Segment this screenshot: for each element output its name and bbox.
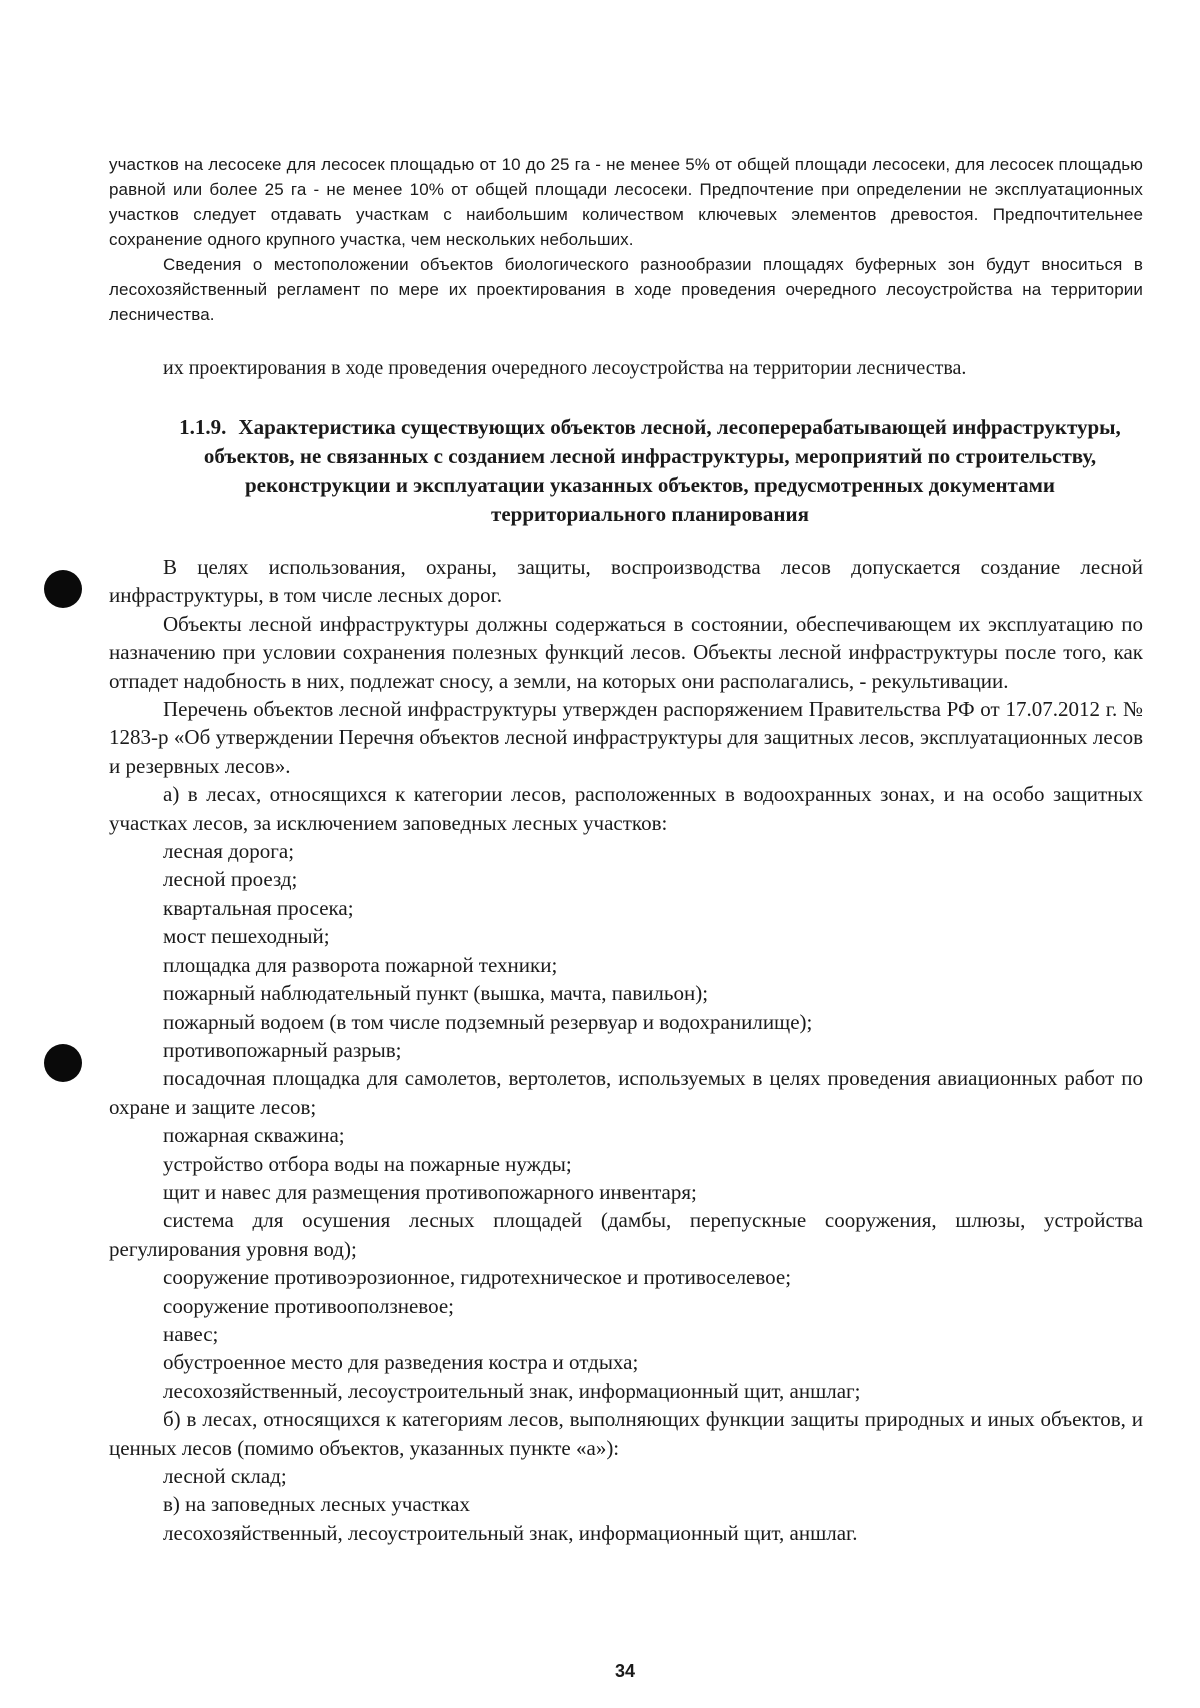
list-item: квартальная просека; xyxy=(163,895,354,920)
list-item: лесохозяйственный, лесоустроительный знак, информационный щит, аншлаг. xyxy=(163,1520,858,1545)
punch-hole xyxy=(44,570,82,608)
list-item: противопожарный разрыв; xyxy=(163,1037,402,1062)
list-item: лесохозяйственный, лесоустроительный знак, информационный щит, аншлаг; xyxy=(163,1378,861,1403)
paragraph: их проектирования в ходе проведения очередного лесоустройства на территории лесничества. xyxy=(163,357,967,379)
paragraph: В целях использования, охраны, защиты, воспроизводства лесов допускается создание лесной инфраструктуры, в том числе лесных дорог. xyxy=(109,555,1143,608)
paragraph: Сведения о местоположении объектов биологического разнообразии площадях буферных зон будут вноситься в лесохозяйственный регламент по мере их проектирования в ходе проведения очередного лесоустройства на территории лесничества. xyxy=(109,255,1143,324)
section-number: 1.1.9. xyxy=(179,415,227,439)
top-text-block xyxy=(109,152,1143,327)
list-item: устройство отбора воды на пожарные нужды; xyxy=(163,1151,572,1176)
list-item: щит и навес для размещения противопожарного инвентаря; xyxy=(163,1179,697,1204)
list-item: навес; xyxy=(163,1321,219,1346)
list-item: мост пешеходный; xyxy=(163,924,330,949)
paragraph: система для осушения лесных площадей (дамбы, перепускные сооружения, шлюзы, устройства регулирования уровня вод); xyxy=(109,1208,1143,1261)
list-item: пожарная скважина; xyxy=(163,1123,345,1148)
list-item: лесной проезд; xyxy=(163,867,298,892)
paragraph: посадочная площадка для самолетов, вертолетов, используемых в целях проведения авиационных работ по охране и защите лесов; xyxy=(109,1066,1143,1119)
main-text xyxy=(109,553,1143,1547)
list-item: в) на заповедных лесных участках xyxy=(163,1492,470,1517)
list-item: лесной склад; xyxy=(163,1464,287,1488)
list-item: пожарный водоем (в том числе подземный резервуар и водохранилище); xyxy=(163,1009,813,1034)
list-item: сооружение противооползневое; xyxy=(163,1293,454,1318)
page-number: 34 xyxy=(614,1661,636,1681)
paragraph: б) в лесах, относящихся к категориям лесов, выполняющих функции защиты природных и иных объектов, и ценных лесов (помимо объектов, указанных пункте «а»): xyxy=(109,1407,1143,1460)
paragraph: участков на лесосеке для лесосек площадью от 10 до 25 га - не менее 5% от общей площади лесосеки, для лесосек площадью равной или более 25 га - не менее 10% от общей площади лесосеки. Предпочтение при определении не эксплуатационных участков следует отдавать участкам с наибольшим количеством ключевых элементов древостоя. Предпочтительнее сохранение одного крупного участка, чем нескольких небольших. xyxy=(109,155,1143,249)
section-title: Характеристика существующих объектов лесной, лесоперерабатывающей инфраструктуры, объектов, не связанных с созданием лесной инфраструктуры, мероприятий по строительству, реконструкции и эксплуатации указанных объектов, предусмотренных документами территориального планирования xyxy=(203,415,1121,526)
list-item: площадка для разворота пожарной техники; xyxy=(163,952,558,977)
section-heading xyxy=(170,413,1130,529)
punch-hole xyxy=(44,1044,82,1082)
paragraph: Объекты лесной инфраструктуры должны содержаться в состоянии, обеспечивающем их эксплуатацию по назначению при условии сохранения полезных функций лесов. Объекты лесной инфраструктуры после того, как отпадет надобность в них, подлежат сносу, а земли, на которых они располагались, - рекультивации. xyxy=(109,611,1143,693)
list-item: лесная дорога; xyxy=(163,839,295,864)
list-item: обустроенное место для разведения костра и отдыха; xyxy=(163,1350,639,1375)
list-item: пожарный наблюдательный пункт (вышка, мачта, павильон); xyxy=(163,981,709,1006)
paragraph: Перечень объектов лесной инфраструктуры утвержден распоряжением Правительства РФ от 17.07.2012 г. № 1283-р «Об утверждении Перечня объектов лесной инфраструктуры для защитных лесов, эксплуатационных лесов и резервных лесов». xyxy=(109,697,1143,778)
paragraph: а) в лесах, относящихся к категории лесов, расположенных в водоохранных зонах, и на особо защитных участках лесов, за исключением заповедных лесных участков: xyxy=(109,782,1143,835)
repeated-line xyxy=(109,354,1143,382)
list-item: сооружение противоэрозионное, гидротехническое и противоселевое; xyxy=(163,1265,792,1290)
